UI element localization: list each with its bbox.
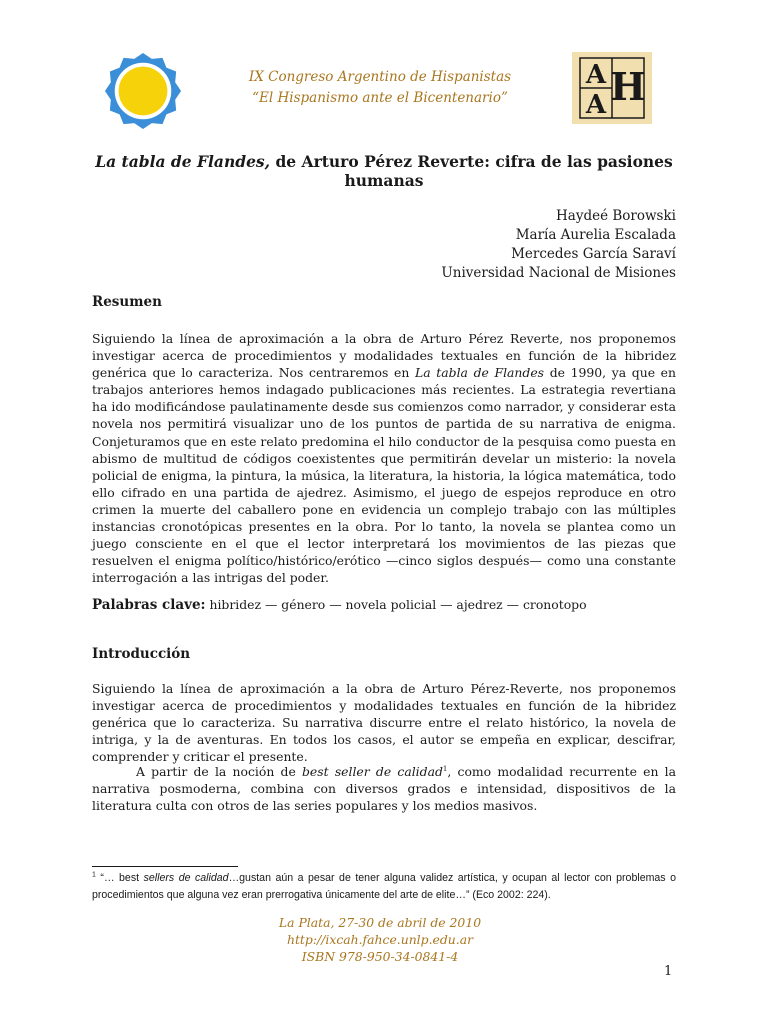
title-rest: de Arturo Pérez Reverte: cifra de las pasiones humanas [270, 152, 673, 190]
introduccion-heading: Introducción [92, 646, 191, 662]
congress-motto: “El Hispanismo ante el Bicentenario” [252, 90, 508, 106]
keywords-label: Palabras clave: [92, 597, 206, 613]
congress-logo-icon [104, 52, 182, 130]
logo-letter-a-top: A [585, 60, 607, 90]
author-3: Mercedes García Saraví [511, 246, 676, 262]
footnote-term: sellers de calidad [143, 872, 229, 884]
author-1: Haydeé Borowski [556, 208, 676, 224]
logo-letter-h: H [610, 64, 646, 109]
logo-letter-a-bottom: A [585, 90, 607, 120]
congress-name: IX Congreso Argentino de Hispanistas [248, 69, 512, 85]
page-number: 1 [664, 964, 673, 979]
aah-logo [572, 52, 652, 124]
footer-url[interactable]: http://ixcah.fahce.unlp.edu.ar [286, 932, 474, 947]
resumen-text-2: de 1990, ya que en trabajos anteriores hemos indagado publicaciones más recientes. La estrategia revertiana ha ido modificándose paulatinamente desde sus comienzos como narrador, y considerar esta novela nos permitirá visualizar uno de los puntos de partida de su narrativa de enigma. Conjeturamos que en este relato predomina el hilo conductor de la pesquisa como puesta en abismo de multitud de códigos coexistentes que permitirán develar un misterio: la novela policial de enigma, la pintura, la música, la literatura, la historia, la lógica matemática, todo ello cifrado en una partida de ajedrez. Asimismo, el juego de espejos reproduce en otro crimen la muerte del caballero pone en evidencia un complejo trabajo con las múltiples instancias cronotópicas presentes en la obra. Por lo tanto, la novela se plantea como un juego consciente en el que el lector interpretará los movimientos de las piezas que resuelven el enigma político/histórico/erótico —cinco siglos después— como una constante interrogación a las intrigas del poder. [92, 365, 676, 586]
footnote [92, 870, 676, 904]
keywords-value: hibridez — género — novela policial — ajedrez — cronotopo [209, 597, 587, 612]
page-footer [200, 914, 560, 965]
aah-logo-icon [572, 52, 652, 124]
intro-paragraph-1: Siguiendo la línea de aproximación a la obra de Arturo Pérez-Reverte, nos proponemos investigar acerca de procedimientos y modalidades textuales en función de la hibridez genérica que lo caracteriza. Su narrativa discurre entre el relato histórico, la novela de intriga, y la de aventuras. En todos los casos, el autor se empeña en explicar, descifrar, comprender y criticar el presente. [92, 681, 676, 765]
intro-text-a: A partir de la noción de [136, 764, 302, 779]
author-2: María Aurelia Escalada [515, 227, 676, 243]
intro-text-b: , como modalidad recurrente en la narrativa posmoderna, combina con diversos grados e intensidad, dispositivos de la literatura culta con otros de las series populares y los medios masivos. [92, 764, 676, 814]
keywords-line [92, 596, 676, 614]
resumen-work-title: La tabla de Flandes [415, 365, 545, 381]
footnote-divider [92, 866, 238, 867]
intro-paragraph-2 [92, 763, 676, 814]
resumen-text-1: Siguiendo la línea de aproximación a la obra de Arturo Pérez Reverte, nos proponemos investigar acerca de procedimientos y modalidades textuales en función de la hibridez genérica que lo caracteriza. Nos centraremos en [92, 331, 676, 381]
footnote-ref[interactable]: 1 [442, 764, 448, 773]
author-affiliation: Universidad Nacional de Misiones [441, 265, 676, 281]
title-work: La tabla de Flandes, [95, 152, 271, 171]
footer-isbn: ISBN 978-950-34-0841-4 [301, 949, 459, 964]
intro-term: best seller de calidad [302, 764, 443, 779]
footnote-text-b: …gustan aún a pesar de tener alguna validez artística, y ocupan al lector con problemas o procedimientos que alguna vez eran prerrogativa únicamente del arte de elite…” (Eco 2002: 224). [92, 872, 676, 901]
resumen-heading: Resumen [92, 294, 162, 310]
footnote-text-a: “… best [95, 872, 144, 884]
paper-title [92, 152, 676, 190]
footer-place-date: La Plata, 27-30 de abril de 2010 [278, 915, 482, 930]
page-header [0, 0, 768, 140]
author-block [380, 207, 676, 283]
resumen-paragraph [92, 330, 676, 586]
footnote-number: 1 [92, 871, 96, 879]
